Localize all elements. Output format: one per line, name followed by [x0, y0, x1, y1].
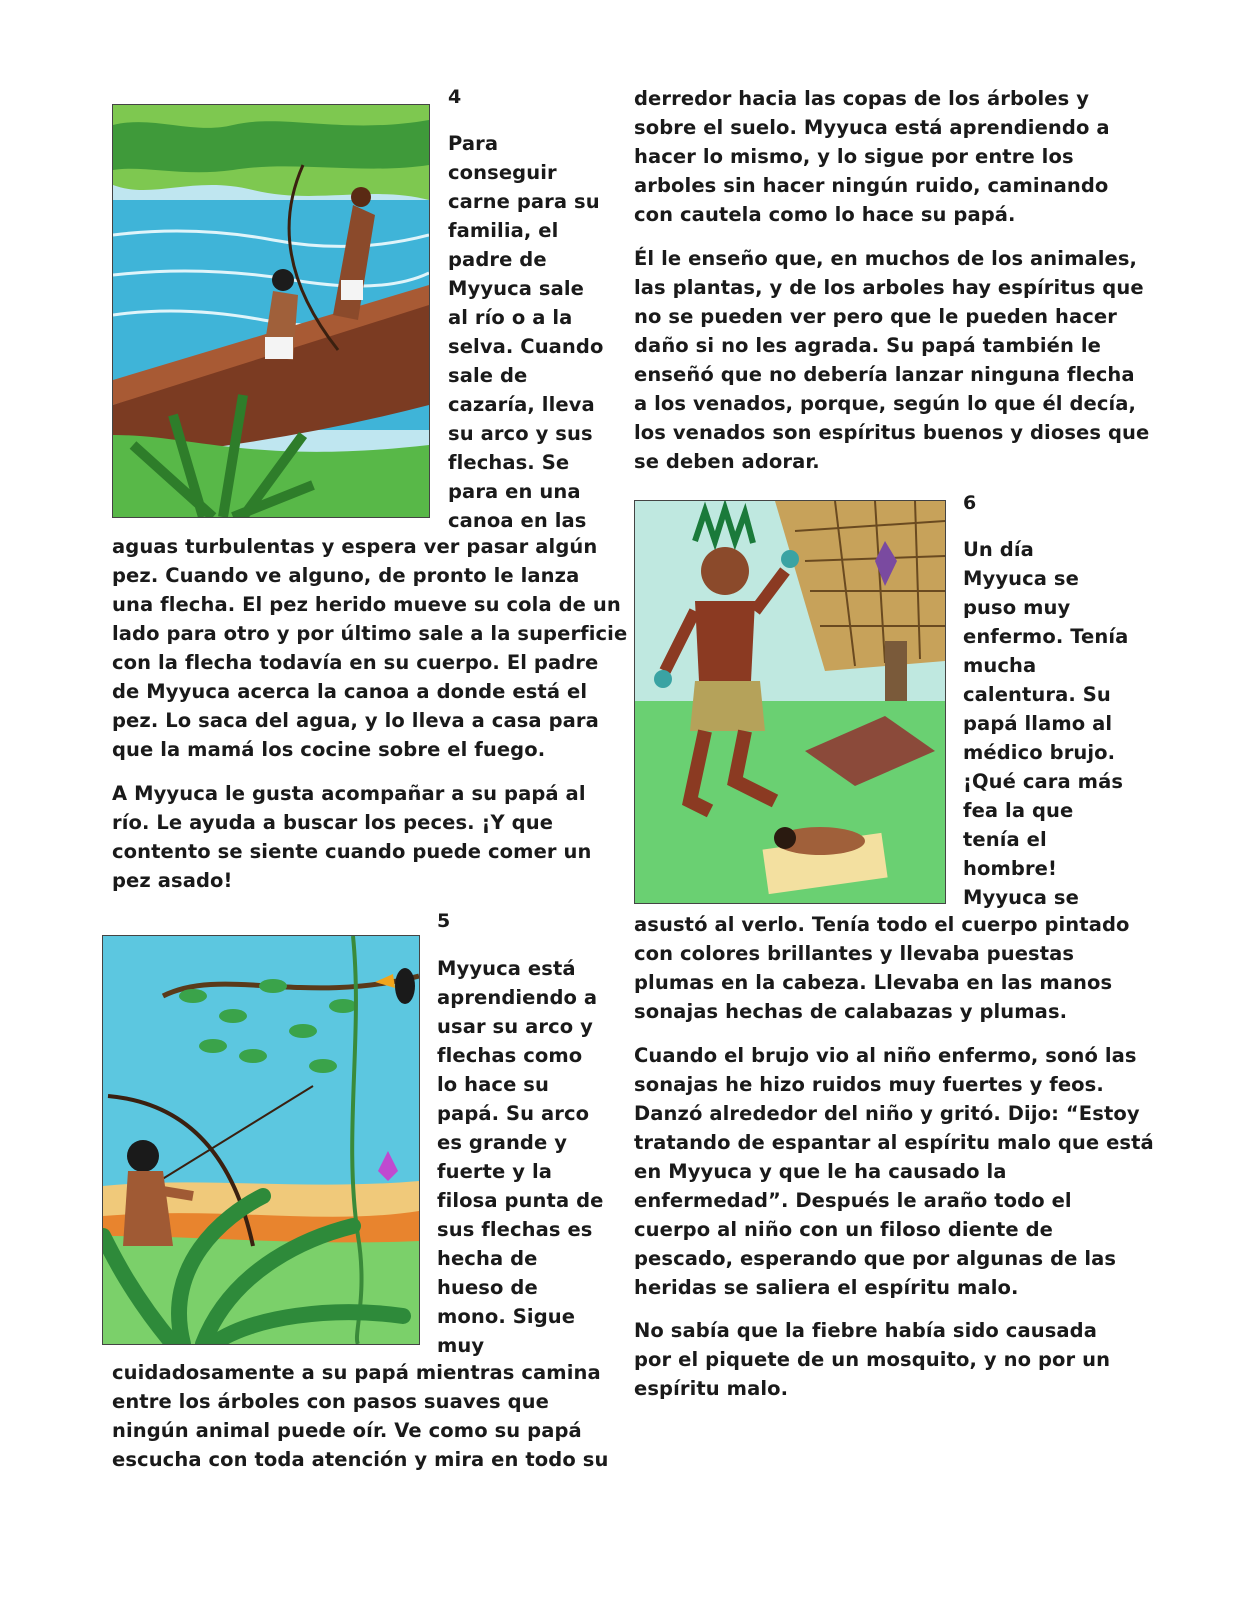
section6-paragraph-3: No sabía que la fiebre había sido causada por el piquete de un mosquito, y no por un espíritu malo.: [634, 1319, 1111, 1400]
illustration-canoe-fishing: [112, 104, 430, 518]
section4-full-text: aguas turbulentas y espera ver pasar algún pez. Cuando ve alguno, de pronto le lanza una flecha. El pez herido mueve su cola de un lado para otro y por último sale a la superficie con la flecha todavía en su cuerpo. El padre de Myyuca acerca la canoa a donde está el pez. Lo saca del agua, y lo lleva a casa para que la mamá los cocine sobre el fuego.: [112, 535, 628, 761]
section-number-5: 5: [437, 910, 451, 932]
section6-paragraph-2: Cuando el brujo vio al niño enfermo, sonó las sonajas he hizo ruidos muy fuertes y feos. Danzó alrededor del niño y gritó. Dijo: “Estoy tratando de espantar al espíritu malo que está en Myyuca y que le ha causado la enfermedad”. Después le araño todo el cuerpo al niño con un filoso diente de pescado, esperando que por algunas de las heridas se saliera el espíritu malo.: [634, 1044, 1154, 1299]
illustration-boy-archer: [102, 935, 420, 1345]
section6-side-text: Un día Myyuca se puso muy enfermo. Tenía mucha calentura. Su papá llamo al médico brujo. ¡Qué cara más fea la que tenía el hombre! Myyuca se: [963, 538, 1129, 909]
right-continuation-text: derredor hacia las copas de los árboles y sobre el suelo. Myyuca está aprendiendo a hacer lo mismo, y lo sigue por entre los arboles sin hacer ningún ruido, caminando con cautela como lo hace su papá.: [634, 87, 1110, 226]
section-number-4: 4: [448, 86, 462, 108]
section4-paragraph-2: A Myyuca le gusta acompañar a su papá al río. Le ayuda a buscar los peces. ¡Y que contento se siente cuando puede comer un pez asado!: [112, 782, 592, 892]
section6-full-text: asustó al verlo. Tenía todo el cuerpo pintado con colores brillantes y llevaba puestas plumas en la cabeza. Llevaba en las manos sonajas hechas de calabazas y plumas.: [634, 913, 1130, 1023]
right-paragraph-2: Él le enseño que, en muchos de los animales, las plantas, y de los arboles hay espíritus que no se pueden ver pero que le pueden hacer daño si no les agrada. Su papá también le enseñó que no debería lanzar ninguna flecha a los venados, porque, según lo que él decía, los venados son espíritus buenos y dioses que se deben adorar.: [634, 247, 1150, 473]
section5-side-text: Myyuca está aprendiendo a usar su arco y flechas como lo hace su papá. Su arco es grande y fuerte y la filosa punta de sus flechas es hecha de hueso de mono. Sigue muy: [437, 957, 604, 1357]
section5-full-text: cuidadosamente a su papá mientras camina entre los árboles con pasos suaves que ningún animal puede oír. Ve como su papá escucha con toda atención y mira en todo su: [112, 1361, 609, 1471]
illustration-shaman-dance: [634, 500, 946, 904]
section4-side-text: Para conseguir carne para su familia, el padre de Myyuca sale al río o a la selva. Cuando sale de cazaría, lleva su arco y sus flechas. Se para en una canoa en las: [448, 132, 604, 532]
section-number-6: 6: [963, 492, 977, 514]
